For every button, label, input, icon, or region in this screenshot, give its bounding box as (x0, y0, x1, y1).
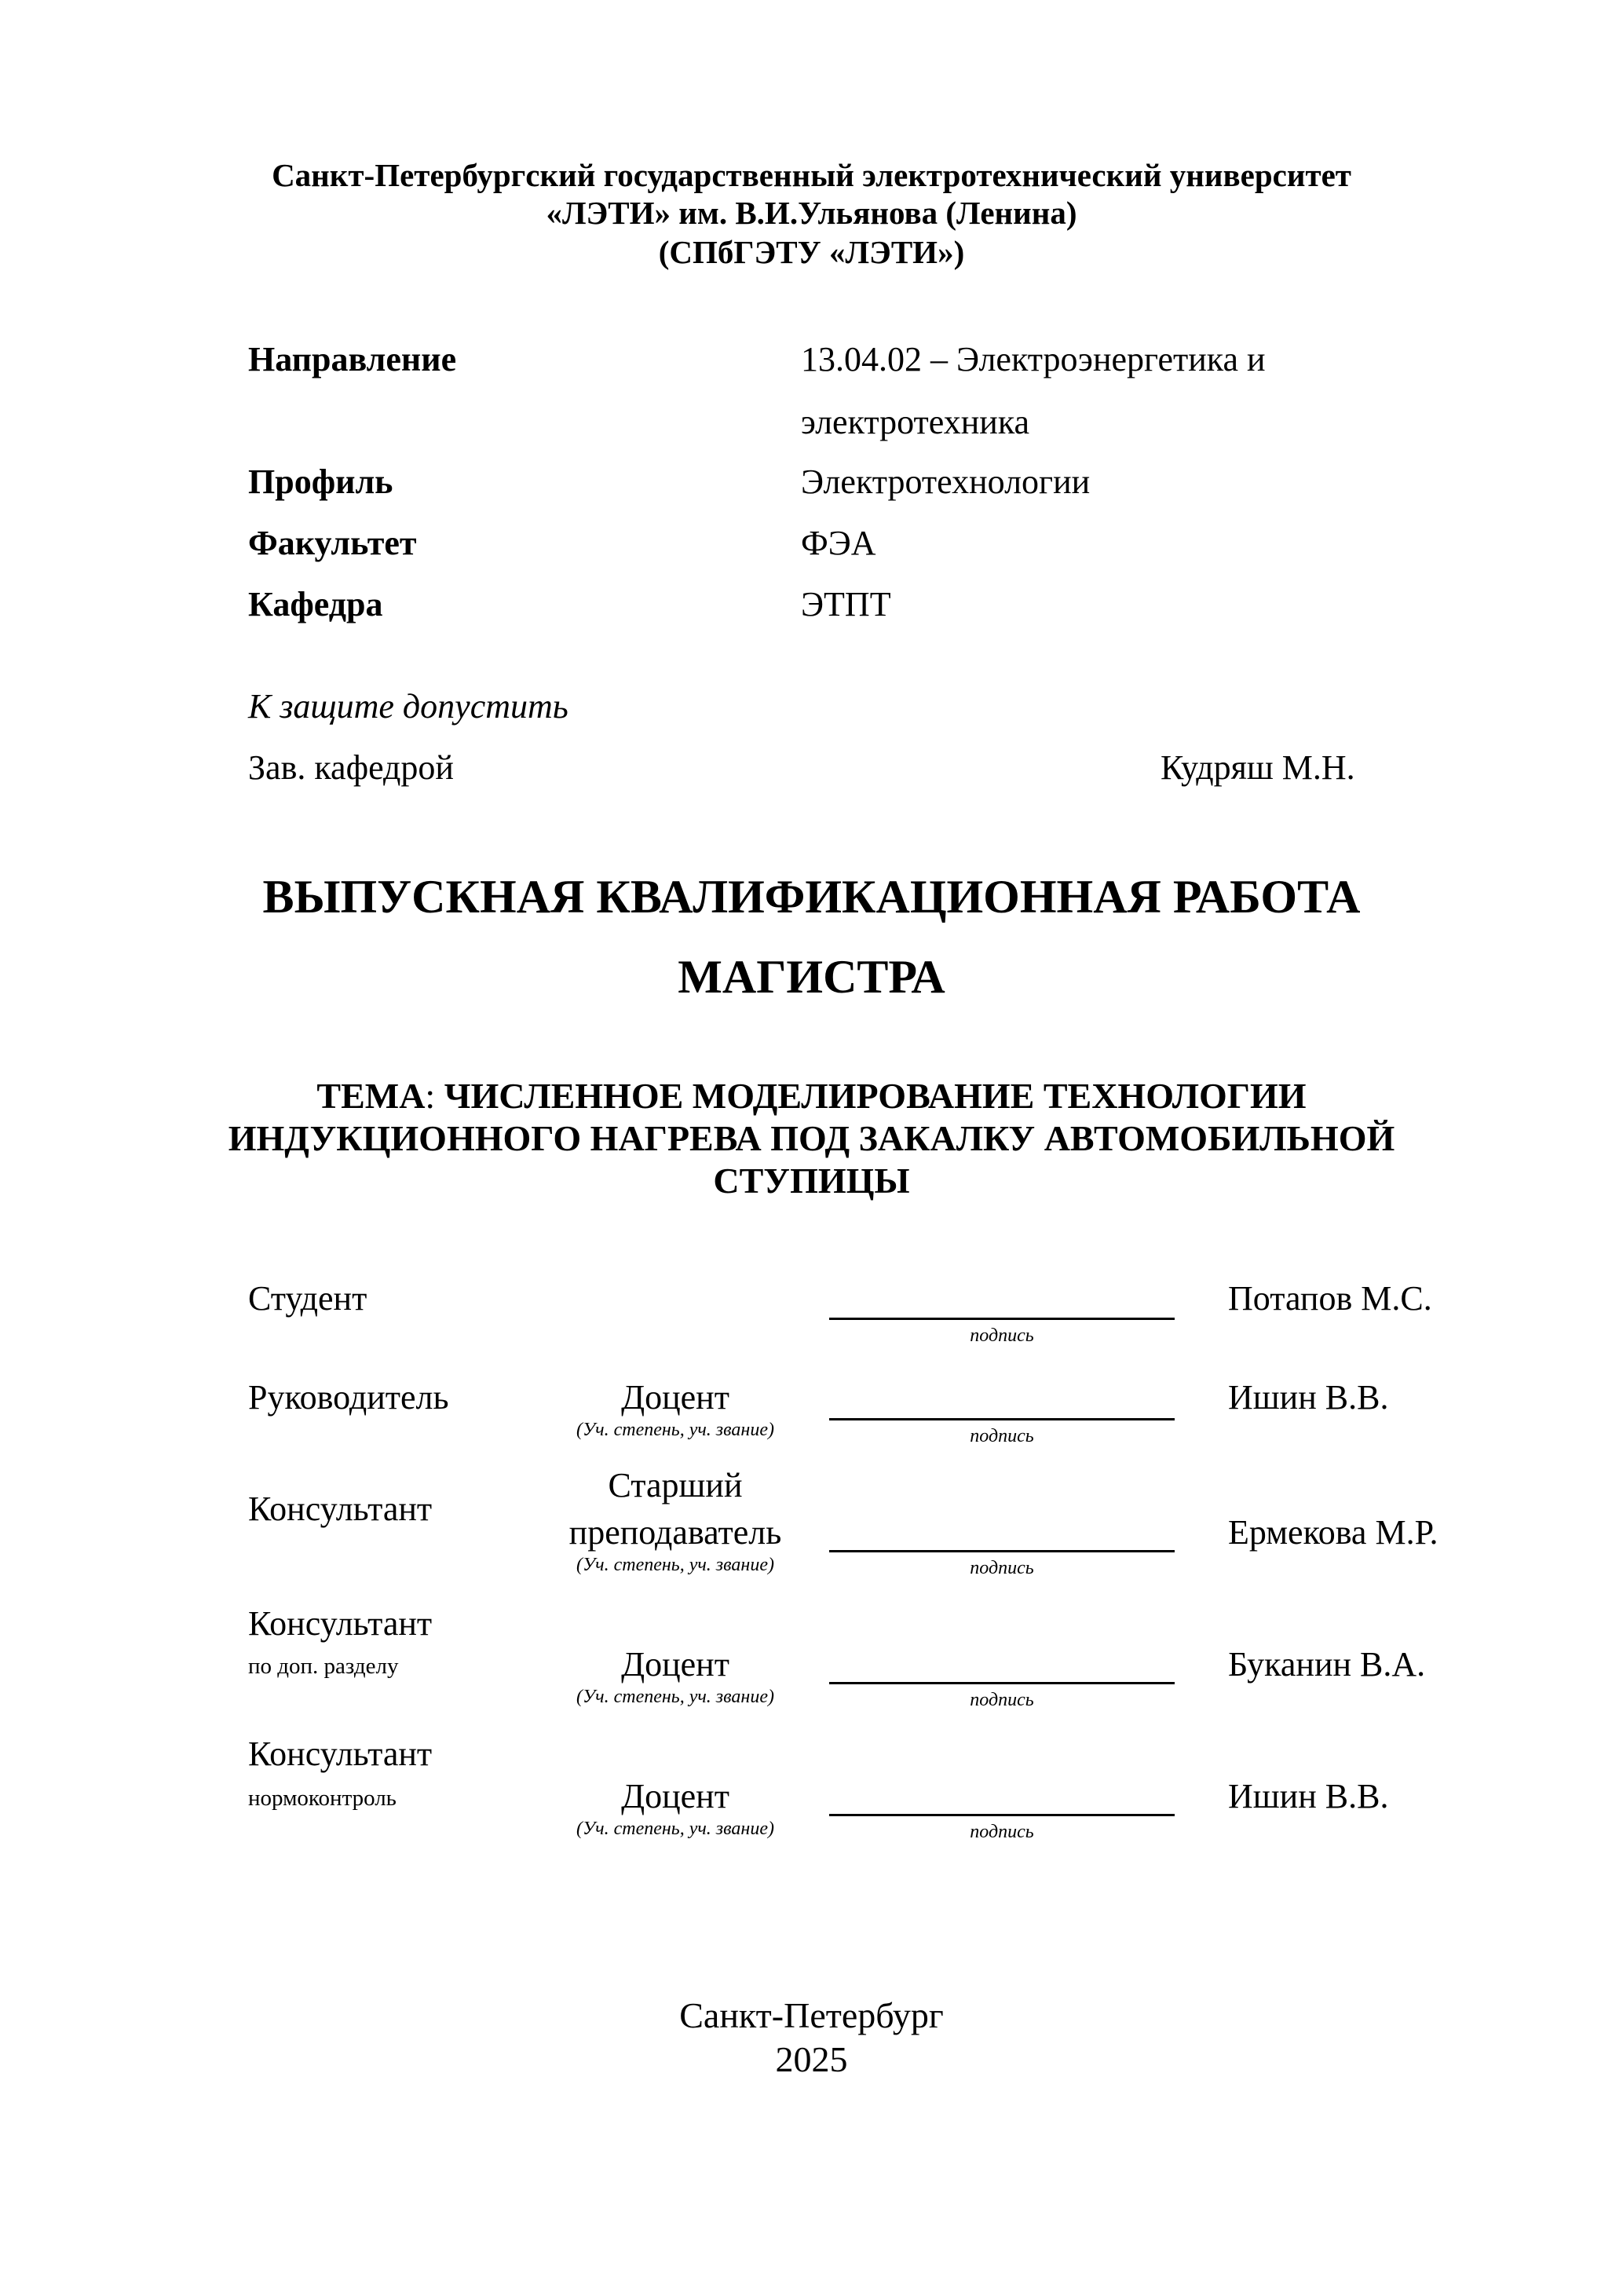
footer-year: 2025 (775, 2039, 848, 2079)
field-value-faculty: ФЭА (801, 524, 876, 562)
field-value-direction: 13.04.02 – Электроэнергетика и (801, 340, 1266, 378)
sig-role-supervisor: Руководитель (248, 1378, 449, 1417)
document-title-degree: МАГИСТРА (678, 951, 945, 1003)
sig-sub-consultant-extra: по доп. разделу (248, 1654, 399, 1679)
sig-rank-supervisor: Доцент (621, 1378, 729, 1417)
signature-caption: подпись (970, 1426, 1034, 1446)
field-label-faculty: Факультет (248, 524, 417, 562)
sig-rank-consultant-extra: Доцент (621, 1645, 729, 1684)
rank-caption: (Уч. степень, уч. звание) (576, 1555, 774, 1575)
approval-text: К защите допустить (248, 687, 568, 726)
sig-role-consultant-extra: Консультант (248, 1604, 433, 1643)
topic-separator: : (425, 1076, 444, 1116)
signature-line-consultant-extra (829, 1682, 1175, 1684)
sig-sub-normcontrol: нормоконтроль (248, 1786, 397, 1811)
sig-rank-consultant-2: преподаватель (568, 1513, 782, 1552)
sig-name-supervisor: Ишин В.В. (1228, 1378, 1389, 1417)
field-value-department: ЭТПТ (801, 585, 891, 623)
signature-line-student (829, 1318, 1175, 1320)
university-short-name: «ЛЭТИ» им. В.И.Ульянова (Ленина) (546, 195, 1077, 231)
signature-line-supervisor (829, 1418, 1175, 1420)
university-name: Санкт-Петербургский государственный электротехнический университет (272, 157, 1351, 193)
university-abbreviation: (СПбГЭТУ «ЛЭТИ») (658, 234, 965, 270)
field-label-direction: Направление (248, 340, 457, 378)
signature-line-normcontrol (829, 1814, 1175, 1816)
topic-line-2: ИНДУКЦИОННОГО НАГРЕВА ПОД ЗАКАЛКУ АВТОМОБИЛЬНОЙ (228, 1118, 1395, 1158)
signature-caption: подпись (970, 1558, 1034, 1578)
sig-name-normcontrol: Ишин В.В. (1228, 1777, 1389, 1815)
topic-line-1 (0, 1076, 1623, 1117)
field-value-profile: Электротехнологии (801, 462, 1091, 501)
sig-name-consultant: Ермекова М.Р. (1228, 1513, 1438, 1552)
sig-role-student: Студент (248, 1279, 367, 1318)
sig-role-normcontrol: Консультант (248, 1735, 433, 1773)
signature-line-consultant (829, 1550, 1175, 1552)
topic-line-3: СТУПИЦЫ (713, 1161, 910, 1201)
sig-rank-normcontrol: Доцент (621, 1777, 729, 1815)
sig-rank-consultant-1: Старший (608, 1466, 743, 1504)
approval-name: Кудряш М.Н. (1161, 748, 1355, 787)
field-label-department: Кафедра (248, 585, 383, 623)
rank-caption: (Уч. степень, уч. звание) (576, 1420, 774, 1440)
topic-text-1: ЧИСЛЕННОЕ МОДЕЛИРОВАНИЕ ТЕХНОЛОГИИ (444, 1076, 1307, 1116)
sig-name-student: Потапов М.С. (1228, 1279, 1432, 1318)
signature-caption: подпись (970, 1690, 1034, 1710)
signature-caption: подпись (970, 1822, 1034, 1842)
field-value-direction-cont: электротехника (801, 403, 1030, 441)
topic-prefix: ТЕМА (316, 1076, 426, 1116)
field-label-profile: Профиль (248, 462, 393, 501)
rank-caption: (Уч. степень, уч. звание) (576, 1687, 774, 1707)
sig-role-consultant: Консультант (248, 1490, 433, 1528)
approval-role: Зав. кафедрой (248, 748, 454, 787)
rank-caption: (Уч. степень, уч. звание) (576, 1819, 774, 1839)
signature-caption: подпись (970, 1325, 1034, 1346)
document-title: ВЫПУСКНАЯ КВАЛИФИКАЦИОННАЯ РАБОТА (262, 871, 1361, 923)
footer-city: Санкт-Петербург (679, 1995, 944, 2035)
sig-name-consultant-extra: Буканин В.А. (1228, 1645, 1426, 1684)
